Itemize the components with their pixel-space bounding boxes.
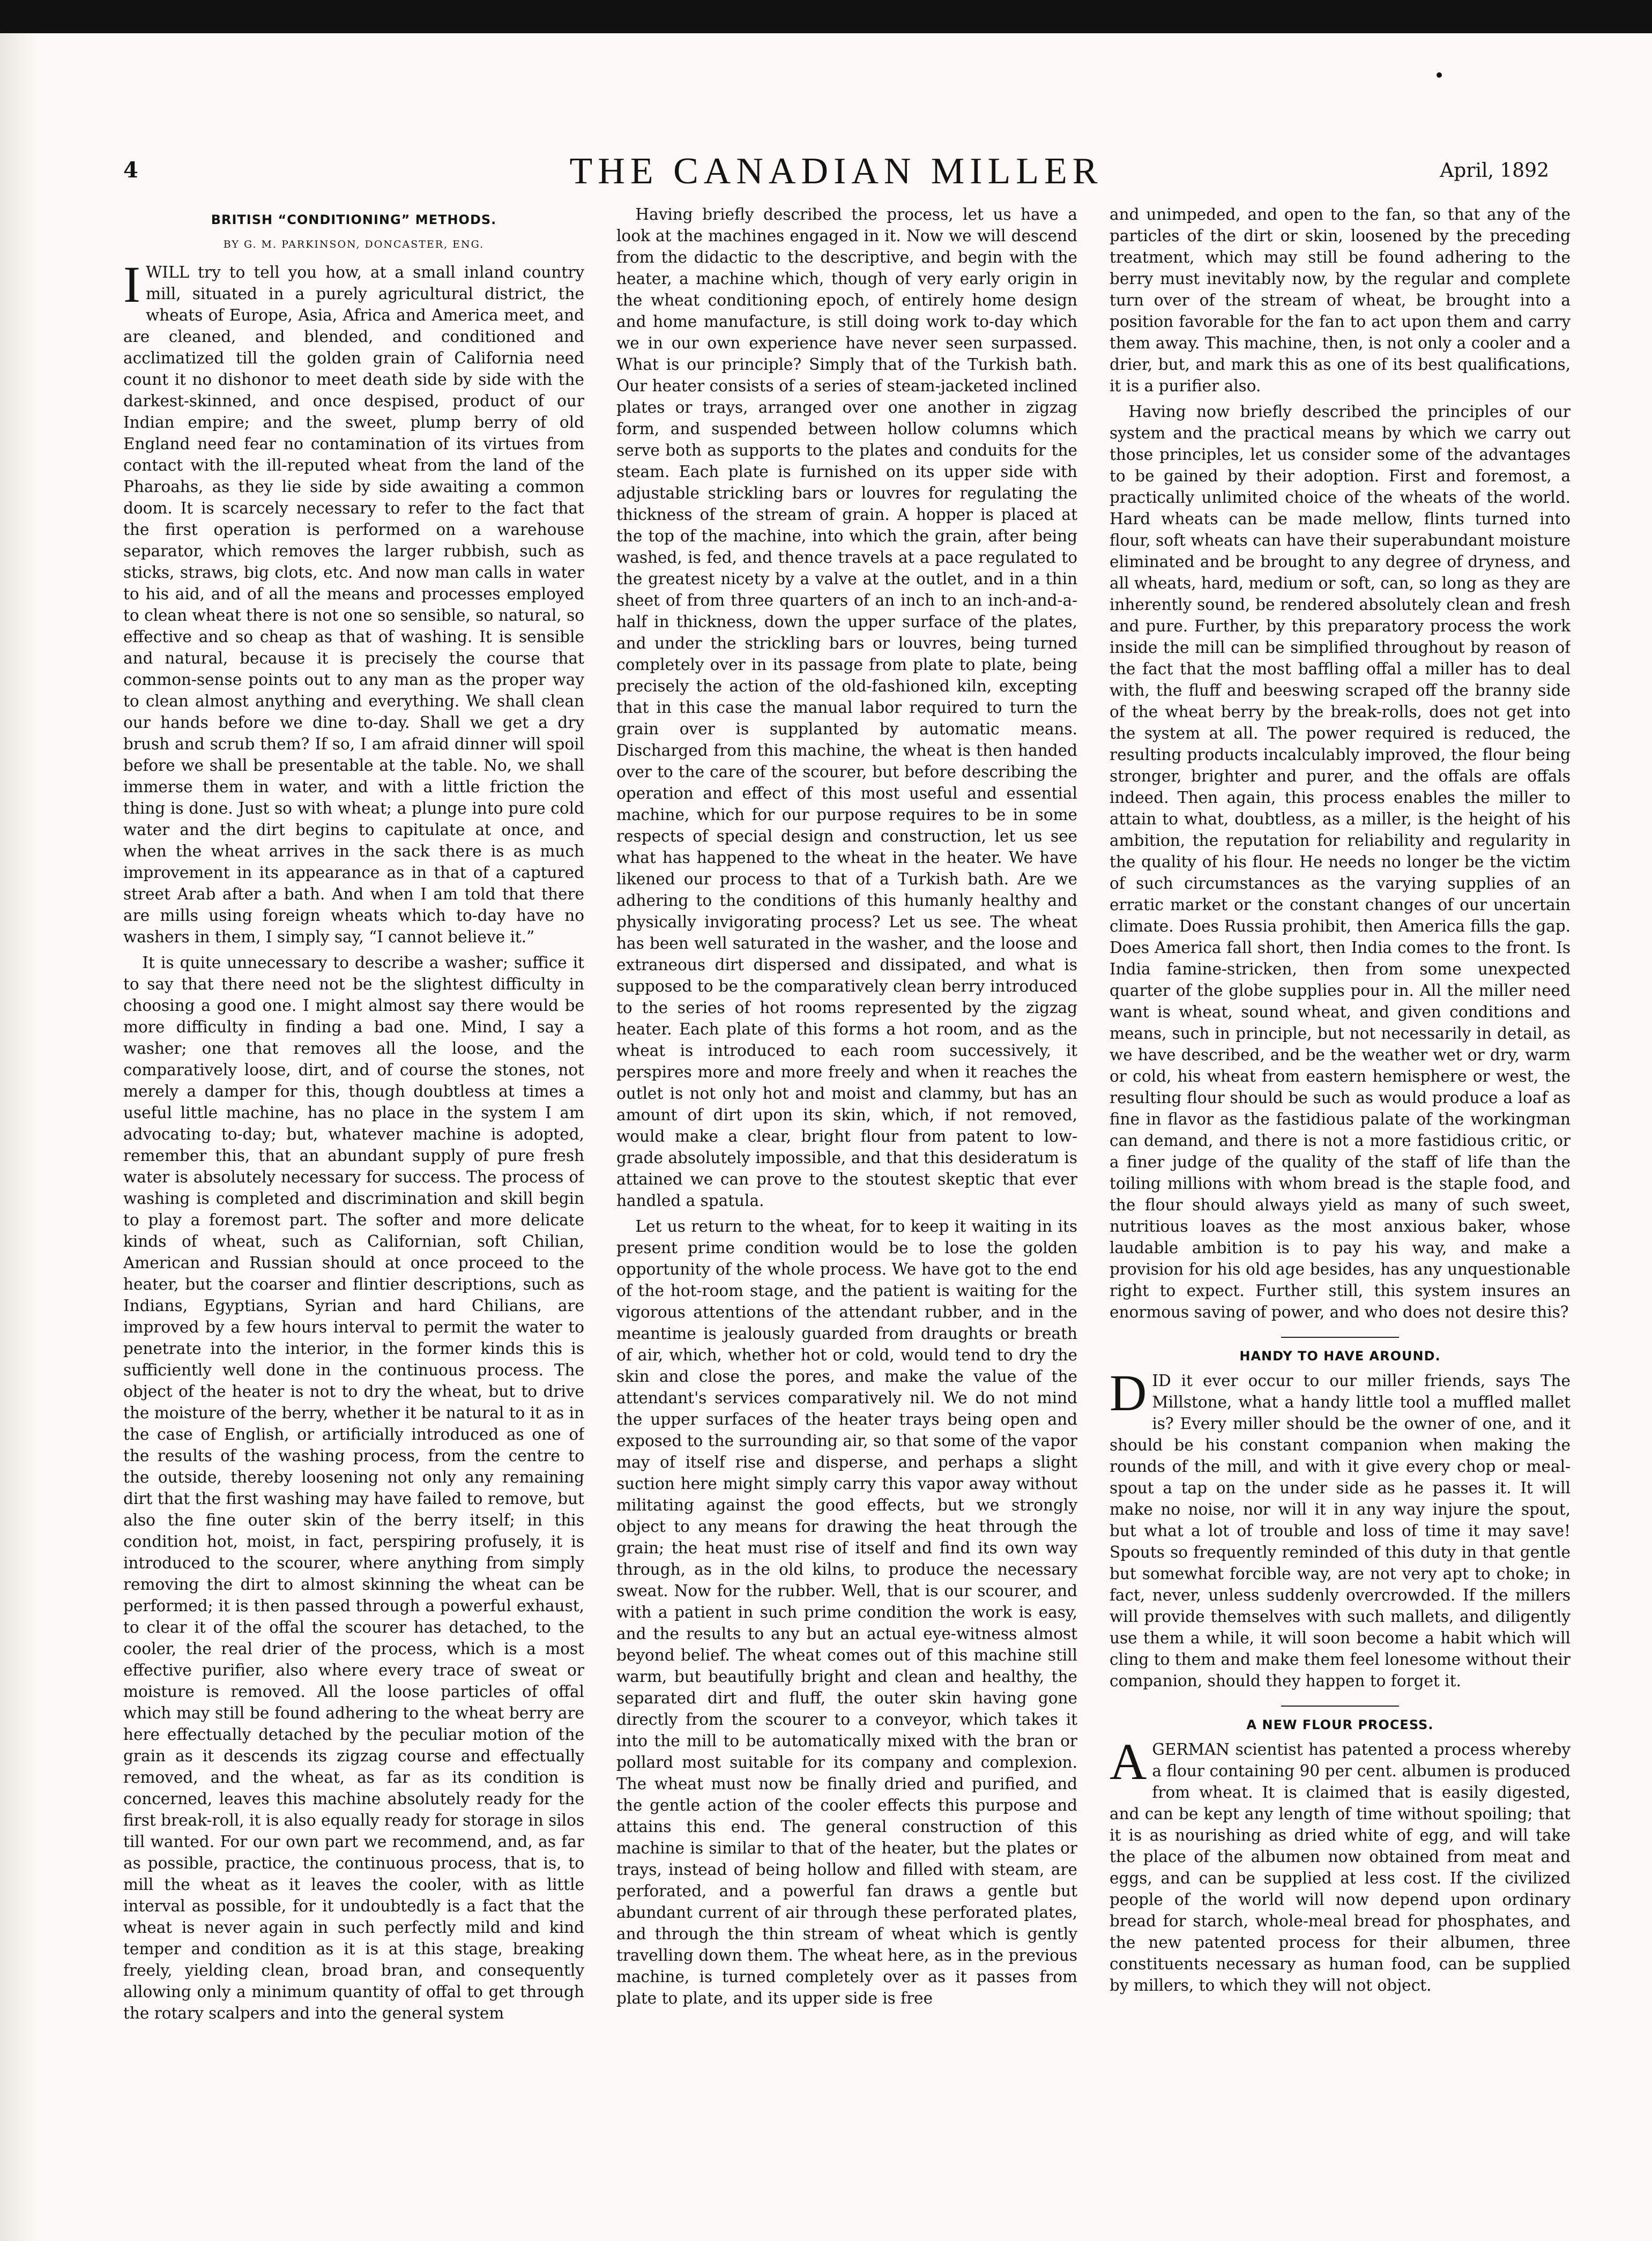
drop-cap: I bbox=[123, 256, 140, 313]
article-paragraph: It is quite unnecessary to describe a washer; suffice it to say that there need not be the slightest difficulty in choosing a good one. I might almost say there would be more difficulty in finding a bad one. Mind, I say a washer; one that removes all the loose, and the comparatively loose, dirt, and of course the stones, not merely a damper for this, though doubtless at times a useful little machine, has no place in the system I am advocating to-day; but, whatever machine is adopted, remember this, that an abundant supply of pure fresh water is absolutely necessary for success. The process of washing is completed and discrimination and skill begin to play a foremost part. The softer and more delicate kinds of wheat, such as Californian, soft Chilian, American and Russian should at once proceed to the heater, but the coarser and flintier descriptions, such as Indians, Egyptians, Syrian and hard Chilians, are improved by a few hours interval to permit the water to penetrate into the interior, in the former kinds this is sufficiently well done in the continuous process. The object of the heater is not to dry the wheat, but to drive the moisture of the berry, whether it be natural to it as in the case of English, or artificially introduced as one of the results of the washing process, from the centre to the outside, thereby loosening not only any remaining dirt that the first washing may have failed to remove, but also the fine outer skin of the berry itself; in this condition hot, moist, in fact, perspiring profusely, it is introduced to the scourer, where anything from simply removing the dirt to almost skinning the wheat can be performed; it is then passed through a powerful exhaust, to clear it of the offal the scourer has detached, to the cooler, the real drier of the process, which is a most effective purifier, also where every trace of sweat or moisture is removed. All the loose particles of offal which may still be found adhering to the wheat berry are here effectually detached by the peculiar motion of the grain as it descends its zigzag course and effectually removed, and the wheat, as far as its condition is concerned, leaves this machine absolutely ready for the first break-roll, it is also equally ready for storage in silos till wanted. For our own part we recommend, and, as far as possible, practice, the continuous process, that is, to mill the wheat as it leaves the cooler, with as little interval as possible, for it undoubtedly is a fact that the wheat is never again in such perfectly mild and kind temper and condition as it is at this stage, breaking freely, yielding clean, broad bran, and consequently allowing only a minimum quantity of offal to get through the rotary scalpers and into the general system bbox=[123, 954, 584, 2022]
article-byline: BY G. M. PARKINSON, DONCASTER, ENG. bbox=[223, 239, 485, 250]
paragraph-text: WILL try to tell you how, at a small inland country mill, situated in a purely agricultural district, the wheats of Europe, Asia, Africa and America meet, and are cleaned, and blended, and conditioned and acclimatized till the golden grain of California need count it no dishonor to meet death side by side with the darkest-skinned, and once despised, product of our Indian empire; and the sweet, plump berry of old England need fear no contamination of its virtues from contact with the ill-reputed wheat from the land of the Pharoahs, as they lie side by side awaiting a common doom. It is scarcely necessary to refer to the fact that the first operation is performed on a warehouse separator, which removes the larger rubbish, such as sticks, straws, big clots, etc. And now man calls in water to his aid, and of all the means and processes employed to clean wheat there is not one so sensible, so natural, so effective and so cheap as that of washing. It is sensible and natural, because it is precisely the course that common-sense points out to any man as the proper way to clean almost anything and everything. We shall clean our hands before we dine to-day. Shall we get a dry brush and scrub them? If so, I am afraid dinner will spoil before we shall be presentable at the table. No, we shall immerse them in water, and with a little friction the thing is done. Just so with wheat; a plunge into pure cold water and the dirt begins to capitulate at once, and when the wheat arrives in the sack there is as much improvement in its appearance as in that of a captured street Arab after a bath. And when I am told that there are mills using foreign wheats which to-day have no washers in them, I simply say, “I cannot believe it.” bbox=[123, 263, 584, 946]
article-paragraph: Having briefly described the process, let us have a look at the machines engaged in it. Now we will descend from the didactic to the descriptive, and begin with the heater, a machine which, though of very early origin in the wheat conditioning epoch, of entirely home design and home manufacture, is still doing work to-day which we in our own experience have never seen surpassed. What is our principle? Simply that of the Turkish bath. Our heater consists of a series of steam-jacketed inclined plates or trays, arranged over one another in zigzag form, and suspended between hollow columns which serve both as supports to the plates and conduits for the steam. Each plate is furnished on its upper side with adjustable strickling bars or louvres for regulating the thickness of the stream of grain. A hopper is placed at the top of the machine, into which the grain, after being washed, is fed, and thence travels at a pace regulated to the greatest nicety by a valve at the outlet, and in a thin sheet of from three quarters of an inch to an inch-and-a-half in thickness, down the upper surface of the plates, and under the strickling bars or louvres, being turned completely over in its passage from plate to plate, being precisely the action of the old-fashioned kiln, excepting that in this case the manual labor required to turn the grain over is supplanted by automatic means. Discharged from this machine, the wheat is then handed over to the care of the scourer, but before describing the operation and effect of this most useful and essential machine, which for our purpose requires to be in some respects of special design and construction, let us see what has happened to the wheat in the heater. We have likened our process to that of a Turkish bath. Are we adhering to the conditions of this humanly healthy and physically invigorating process? Let us see. The wheat has been well saturated in the washer, and the loose and extraneous dirt dispersed and dissipated, and what is supposed to be the comparatively clean berry introduced to the series of hot rooms represented by the zigzag heater. Each plate of this forms a hot room, and as the wheat is introduced to each room successively, it perspires more and more freely and when it reaches the outlet is not only hot and moist and clammy, but has an amount of dirt upon its skin, which, if not removed, would make a clear, bright flour from patent to low-grade absolutely impossible, and that this desideratum is attained we can prove to the stoutest skeptic that ever handled a spatula. bbox=[616, 205, 1077, 1210]
article-heading: HANDY TO HAVE AROUND. bbox=[1239, 1349, 1441, 1364]
article-paragraph: Having now briefly described the principles of our system and the practical means by which we carry out those principles, let us consider some of the advantages to be gained by their adoption. First and foremost, a practically unlimited choice of the wheats of the world. Hard wheats can be made mellow, flints turned into flour, soft wheats can have their superabundant moisture eliminated and be brought to any degree of dryness, and all wheats, hard, medium or soft, can, so long as they are inherently sound, be rendered absolutely clean and fresh and pure. Further, by this preparatory process the work inside the mill can be simplified throughout by reason of the fact that the most baffling offal a miller has to deal with, the fluff and beeswing scraped off the branny side of the wheat berry by the break-rolls, does not get into the system at all. The power required is reduced, the resulting products incalculably improved, the flour being stronger, brighter and purer, and the offals are offals indeed. Then again, this process enables the miller to attain to what, doubtless, as a miller, is the height of his ambition, the reputation for reliability and regularity in the quality of his flour. He needs no longer be the victim of such circumstances as the varying supplies of an erratic market or the constant changes of our uncertain climate. Does Russia prohibit, then America fills the gap. Does America fall short, then India comes to the front. Is India famine-stricken, then from some unexpected quarter of the globe supplies pour in. All the miller need want is wheat, sound wheat, and given conditions and means, such in principle, but not necessarily in detail, as we have described, and be the weather wet or dry, warm or cold, his wheat from eastern hemisphere or west, the resulting flour should be such as would produce a loaf as fine in flavor as the fastidious palate of the workingman can demand, and there is not a more fastidious critic, or a finer judge of the quality of the staff of life than the toiling millions with whom bread is the staple food, and the flour should always yield as many of such sweet, nutritious loaves as the most anxious baker, whose laudable ambition is to pay his way, and make a provision for his old age besides, has any unquestionable right to expect. Further still, this system insures an enormous saving of power, and who does not desire this? bbox=[1110, 403, 1571, 1321]
article-paragraph: Let us return to the wheat, for to keep it waiting in its present prime condition would be to lose the golden opportunity of the whole process. We have got to the end of the hot-room stage, and the patient is waiting for the vigorous attentions of the attendant rubber, and in the meantime is jealously guarded from draughts or breath of air, which, whether hot or cold, would tend to dry the skin and close the pores, and make the value of the attendant's services comparatively nil. We do not mind the upper surfaces of the heater trays being open and exposed to the surrounding air, so that some of the vapor may of itself rise and disperse, and perhaps a slight suction here might simply carry this vapor away without militating against the good effects, but we strongly object to any means for drawing the heat through the grain; the heat must rise of itself and find its own way through, as in the old kilns, to produce the necessary sweat. Now for the rubber. Well, that is our scourer, and with a patient in such prime condition the work is easy, and the results to any but an actual eye-witness almost beyond belief. The wheat comes out of this machine still warm, but beautifully bright and clean and healthy, the separated dirt and fluff, the outer skin having gone directly from the scourer to a conveyor, which takes it into the mill to be automatically mixed with the bran or pollard most suitable for its company and complexion. The wheat must now be finally dried and purified, and the gentle action of the cooler effects this purpose and attains this end. The general construction of this machine is similar to that of the heater, but the plates or trays, instead of being hollow and filled with steam, are perforated, and a powerful fan draws a gentle but abundant current of air through these perforated plates, and through the thin stream of wheat which is gently travelling down them. The wheat here, as in the previous machine, is turned completely over as it passes from plate to plate, and its upper side is free bbox=[616, 1217, 1077, 2007]
page-header bbox=[123, 150, 1549, 193]
column-2 bbox=[616, 204, 1077, 2187]
page-number: 4 bbox=[123, 158, 138, 183]
column-3 bbox=[1110, 204, 1571, 2187]
paragraph-text: ID it ever occur to our miller friends, says The Millstone, what a handy little tool a muffled mallet is? Every miller should be the owner of one, and it should be his constant companion when making the rounds of the mill, and with it give every chop or meal-spout a tap on the under side as he passes it. It will make no noise, nor will it in any way injure the spout, but what a lot of trouble and loss of time it may save! Spouts so frequently reminded of this duty in that gentle but somewhat forcible way, are not very apt to choke; in fact, never, unless suddenly overcrowded. If the millers will provide themselves with such mallets, and diligently use them a while, it will soon become a habit which will cling to them and make them feel lonesome without their companion, should they happen to forget it. bbox=[1110, 1372, 1571, 1690]
paragraph-text: GERMAN scientist has patented a process whereby a flour containing 90 per cent. albumen is produced from wheat. It is claimed that is easily digested, and can be kept any length of time without spoiling; that it is as nourishing as dried white of egg, and will take the place of the albumen now obtained from meat and eggs, and can be supplied at less cost. If the civilized people of the world will now depend upon ordinary bread for starch, whole-meal bread for phosphates, and the new patented process for their albumen, three constituents necessary as human food, can be supplied by millers, to which they will not object. bbox=[1110, 1740, 1571, 1994]
masthead-title: THE CANADIAN MILLER bbox=[569, 151, 1103, 192]
drop-cap: A bbox=[1110, 1733, 1147, 1790]
column-1 bbox=[123, 204, 584, 2187]
section-divider bbox=[1281, 1706, 1399, 1707]
scan-left-edge bbox=[0, 33, 38, 2241]
drop-cap: D bbox=[1110, 1364, 1147, 1421]
scan-speck bbox=[1437, 72, 1442, 78]
article-paragraph: and unimpeded, and open to the fan, so that any of the particles of the dirt or skin, loosened by the preceding treatment, which may still be found adhering to the berry must inevitably now, by the regular and complete turn over of the stream of wheat, be brought into a position favorable for the fan to act upon them and carry them away. This machine, then, is not only a cooler and a drier, but, and mark this as one of its best qualifications, it is a purifier also. bbox=[1110, 205, 1571, 395]
article-heading: BRITISH “CONDITIONING” METHODS. bbox=[211, 212, 497, 227]
article-paragraph bbox=[1110, 1733, 1571, 1996]
section-divider bbox=[1281, 1337, 1399, 1338]
issue-date: April, 1892 bbox=[1440, 160, 1549, 182]
scan-top-band bbox=[0, 0, 1652, 33]
article-heading: A NEW FLOUR PROCESS. bbox=[1246, 1717, 1434, 1732]
article-paragraph bbox=[1110, 1364, 1571, 1692]
article-paragraph bbox=[123, 256, 584, 948]
